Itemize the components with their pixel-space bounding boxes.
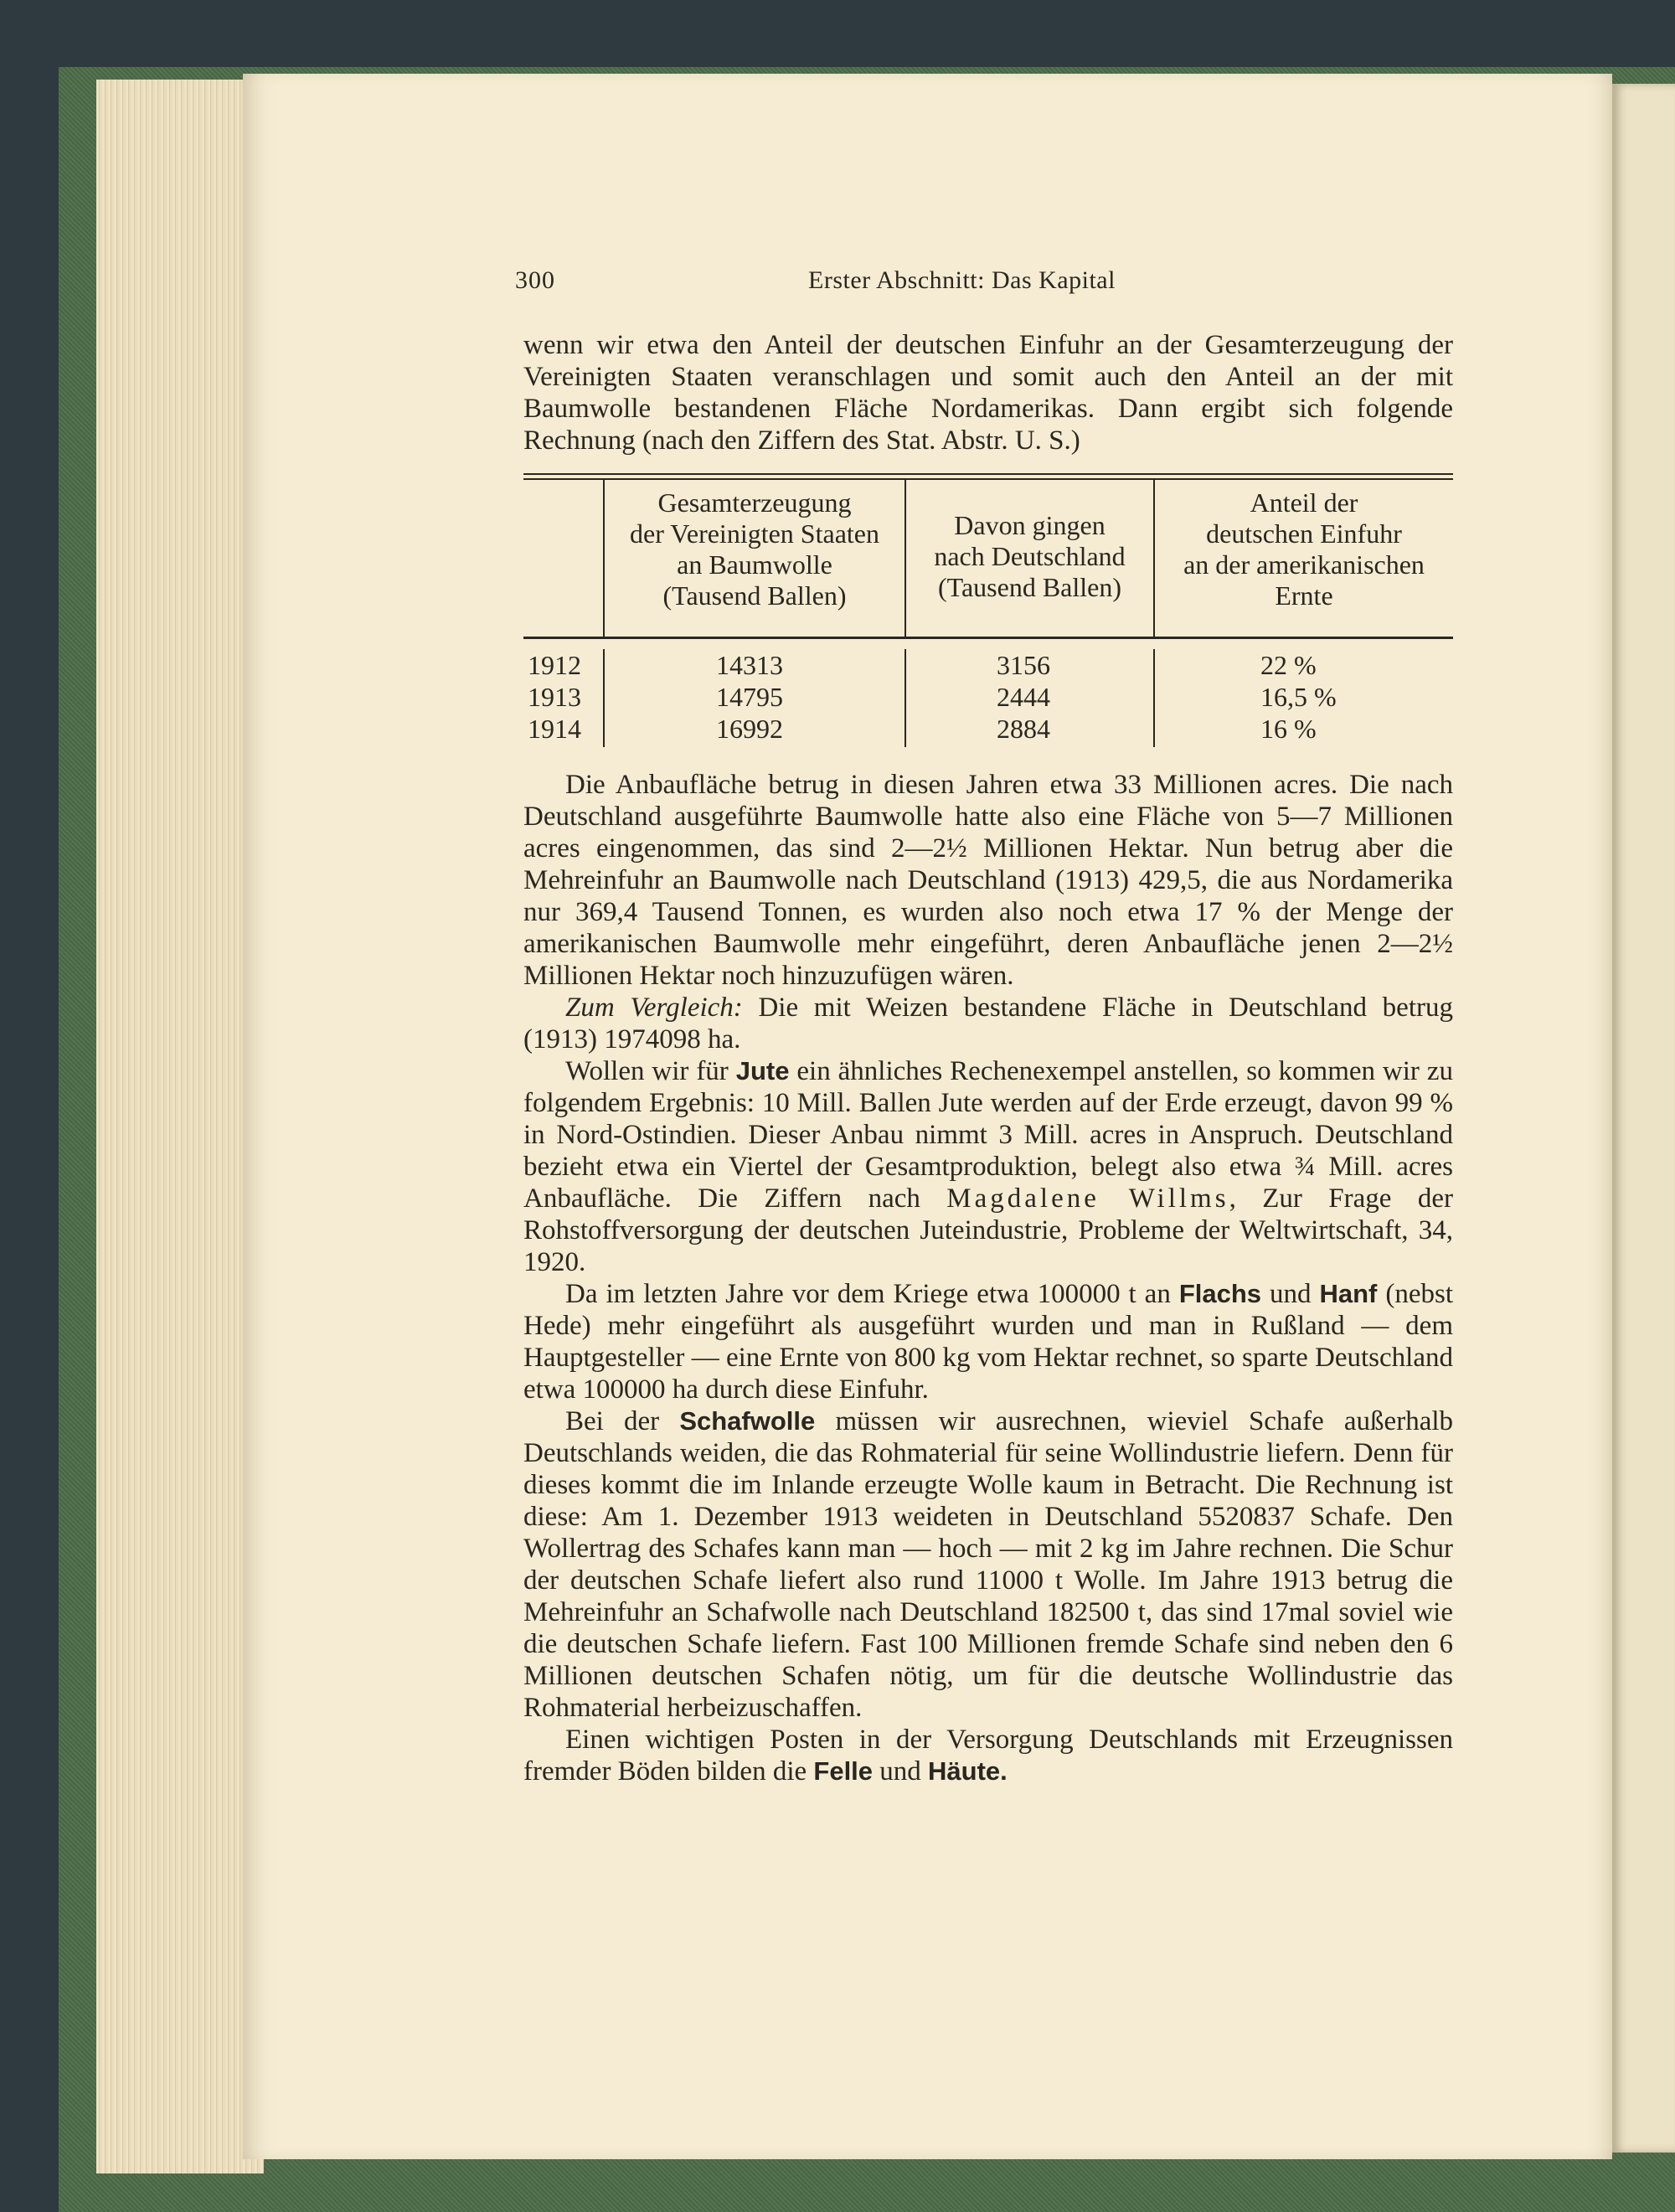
table-header-production: Gesamterzeugung der Vereinigten Staaten an Baumwolle (Tausend Ballen): [630, 487, 879, 611]
paragraph-flax-hemp: Da im letzten Jahre vor dem Kriege etwa 100000 t an Flachs und Hanf (nebst Hede) mehr eingeführt als ausgeführt wurden und man in Rußland — dem Hauptgesteller — eine Ernte von 800 kg vom Hektar rechnet, so sparte Deutschland etwa 100000 ha durch diese Einfuhr.: [523, 1279, 1453, 1405]
author-name: Magdalene Willms: [946, 1183, 1229, 1214]
table-year-1914: 1914: [528, 714, 581, 744]
keyword-furs: Felle: [813, 1756, 874, 1786]
keyword-jute: Jute: [735, 1056, 790, 1085]
keyword-hides: Häute.: [928, 1756, 1008, 1786]
comparison-label: Zum Vergleich:: [565, 993, 743, 1023]
table-top-rule-2: [523, 478, 1453, 480]
page-edges: [96, 80, 264, 2173]
paragraph-comparison: Zum Vergleich: Die mit Weizen bestandene Fläche in Deutschland betrug (1913) 1974098 ha.: [523, 993, 1453, 1054]
paragraph-wool: Bei der Schafwolle müssen wir ausrechnen, wieviel Schafe außerhalb Deutschlands weiden, die das Rohmaterial für seine Wollindustrie liefern. Denn für dieses kommt die im Inlande erzeugte Wolle kaum in Betracht. Die Rechnung ist diese: Am 1. Dezember 1913 weideten in Deutschland 5520837 Schafe. Den Wollertrag des Schafes kann man — hoch — mit 2 kg im Jahre rechnen. Die Schur der deutschen Schafe liefert also rund 11000 t Wolle. Im Jahre 1913 betrug die Mehreinfuhr an Schafwolle nach Deutschland 182500 t, das sind 17mal soviel wie die deutschen Schafe liefern. Fast 100 Millionen fremde Schafe sind neben den 6 Millionen deutschen Schafen nötig, um für die deutsche Wollindustrie das Rohmaterial herbeizuschaffen.: [523, 1406, 1454, 1723]
paragraph-jute: Wollen wir für Jute ein ähnliches Rechenexempel anstellen, so kommen wir zu folgendem Ergebnis: 10 Mill. Ballen Jute werden auf der Erde erzeugt, davon 99 % in Nord-Ostindien. Dieser Anbau nimmt 3 Mill. acres in Anspruch. Deutschland bezieht etwa ein Viertel der Gesamtproduktion, belegt also etwa ¾ Mill. acres Anbaufläche. Die Ziffern nach Magdalene Willms, Zur Frage der Rohstoffversorgung der deutschen Juteindustrie, Probleme der Weltwirtschaft, 34, 1920.: [523, 1056, 1453, 1277]
table-production-1912: 14313: [716, 650, 783, 680]
table-vline-6: [1153, 649, 1155, 747]
table-production-1914: 16992: [716, 714, 783, 744]
paragraph-cotton-area: Die Anbaufläche betrug in diesen Jahren etwa 33 Millionen acres. Die nach Deutschland ausgeführte Baumwolle hatte also eine Fläche von 5—7 Millionen acres eingenommen, das sind 2—2½ Millionen Hektar. Nun betrug aber die Mehreinfuhr an Baumwolle nach Deutschland (1913) 429,5, die aus Nordamerika nur 369,4 Tausend Tonnen, es wurden also noch etwa 17 % der Menge der amerikanischen Baumwolle mehr eingeführt, deren Anbaufläche jenen 2—2½ Millionen Hektar noch hinzuzufügen wären.: [523, 770, 1453, 991]
table-vline-5: [904, 649, 906, 747]
table-production-1913: 14795: [716, 682, 783, 712]
table-share-1912: 22 %: [1260, 650, 1317, 680]
table-header-rule: [523, 637, 1453, 639]
table-share-1914: 16 %: [1260, 714, 1317, 744]
keyword-wool: Schafwolle: [679, 1406, 816, 1436]
table-to-germany-1913: 2444: [997, 682, 1050, 712]
table-to-germany-1914: 2884: [997, 714, 1050, 744]
table-year-1912: 1912: [528, 650, 581, 680]
next-page-edge: [1612, 84, 1675, 2153]
table-vline-4: [603, 649, 605, 747]
table-share-1913: 16,5 %: [1260, 682, 1337, 712]
table-year-1913: 1913: [528, 682, 581, 712]
page-header: [515, 266, 1449, 300]
paragraph-hides: Einen wichtigen Posten in der Versorgung Deutschlands mit Erzeugnissen fremder Böden bilden die Felle und Häute.: [523, 1725, 1453, 1787]
page-number: 300: [515, 266, 555, 294]
intro-text: wenn wir etwa den Anteil der deutschen Einfuhr an der Gesamterzeugung der Vereinigten Staaten veranschlagen und somit auch den Anteil an der mit Baumwolle bestandenen Fläche Nordamerikas. Dann ergibt sich folgende Rechnung (nach den Ziffern des Stat. Abstr. U. S.): [523, 330, 1453, 456]
table-header-share: Anteil der deutschen Einfuhr an der amerikanischen Ernte: [1183, 487, 1425, 611]
body-text: [523, 769, 1453, 1787]
table-to-germany-1912: 3156: [997, 650, 1050, 680]
intro-paragraph: [523, 329, 1453, 456]
table-header-to-germany: Davon gingen nach Deutschland (Tausend Ballen): [934, 510, 1126, 602]
keyword-flax: Flachs: [1178, 1279, 1262, 1308]
keyword-hemp: Hanf: [1319, 1279, 1378, 1308]
table-top-rule-1: [523, 473, 1453, 475]
running-head: Erster Abschnitt: Das Kapital: [808, 266, 1116, 294]
